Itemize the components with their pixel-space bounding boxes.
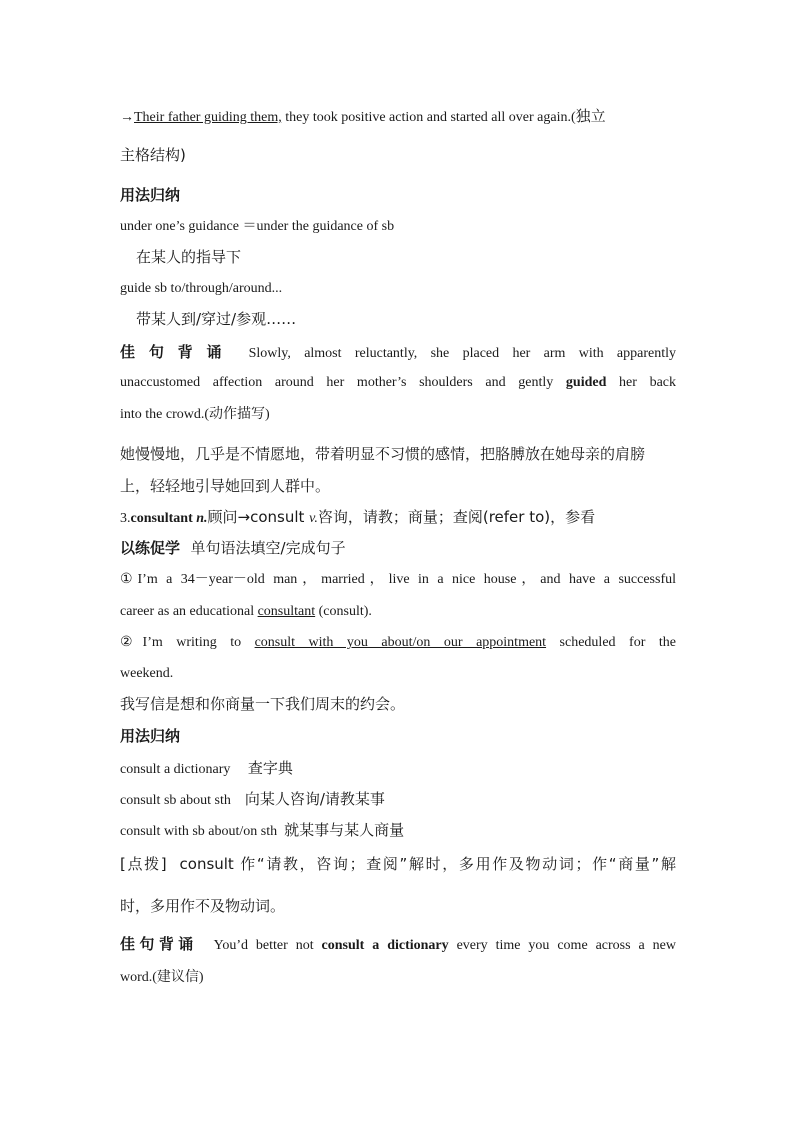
question-2-answer: consult with you about/on our appointment [254, 635, 547, 650]
usage-heading-1: 用法归纳 [120, 186, 181, 204]
collocation-1: consult a dictionary 查字典 [120, 759, 293, 777]
tip-line-1: [点拨] consult 作“请教，咨询；查阅”解时，多用作及物动词；作“商量”解 [120, 855, 676, 873]
usage-item-1-meaning: 在某人的指导下 [136, 248, 242, 266]
usage-heading-2: 用法归纳 [120, 727, 181, 745]
tip-label: [点拨] [120, 855, 167, 873]
usage-item-2-meaning: 带某人到/穿过/参观…… [136, 310, 297, 328]
sentence-recite-label: 佳句背诵 [120, 343, 236, 361]
question-2-translation: 我写信是想和你商量一下我们周末的约会。 [120, 695, 406, 713]
sentence-recite-2-line-2: word.(建议信) [120, 970, 204, 985]
sentence-recite-2-label: 佳句背诵 [120, 935, 198, 953]
sentence-recite-2-line-1: 佳句背诵 You’d better not consult a dictionary every time you come across a new [120, 935, 676, 953]
question-2-line-1: ②I’m writing to consult with you about/on our appointment scheduled for the [120, 635, 676, 650]
sentence-recite-line-1: 佳句背诵 Slowly, almost reluctantly, she placed her arm with apparently [120, 343, 677, 361]
collocation-3: consult with sb about/on sth 就某事与某人商量 [120, 821, 405, 839]
translation-line-2: 上，轻轻地引导她回到人群中。 [120, 477, 331, 495]
question-1-line-1: ①I’m a 34－year－old man，married，live in a nice house，and have a successful [120, 572, 676, 587]
question-1-answer: consultant [257, 604, 316, 619]
underlined-answer: Their father guiding them, [134, 110, 282, 125]
sentence-recite-line-2: unaccustomed affection around her mother’s shoulders and gently guided her back [120, 375, 676, 390]
usage-item-2: guide sb to/through/around... [120, 281, 283, 296]
word-entry-consultant: 3.consultant n.顾问→consult v.咨询，请教；商量；查阅(refer to)，参看 [120, 508, 596, 526]
example-line-2: 主格结构) [120, 146, 186, 164]
question-2-line-2: weekend. [120, 666, 174, 681]
collocation-2: consult sb about sth 向某人咨询/请教某事 [120, 790, 385, 808]
tip-line-2: 时，多用作不及物动词。 [120, 897, 286, 915]
sentence-recite-line-3: into the crowd.(动作描写) [120, 407, 270, 422]
usage-item-1: under one’s guidance ＝under the guidance of sb [120, 219, 395, 234]
question-1-line-2: career as an educational consultant (consult). [120, 604, 372, 619]
example-line-1: →Their father guiding them, they took positive action and started all over again.(独立 [120, 107, 606, 125]
translation-line-1: 她慢慢地，几乎是不情愿地，带着明显不习惯的感情，把胳膊放在她母亲的肩膀 [120, 445, 646, 463]
practice-heading: 以练促学 单句语法填空/完成句子 [120, 539, 346, 557]
